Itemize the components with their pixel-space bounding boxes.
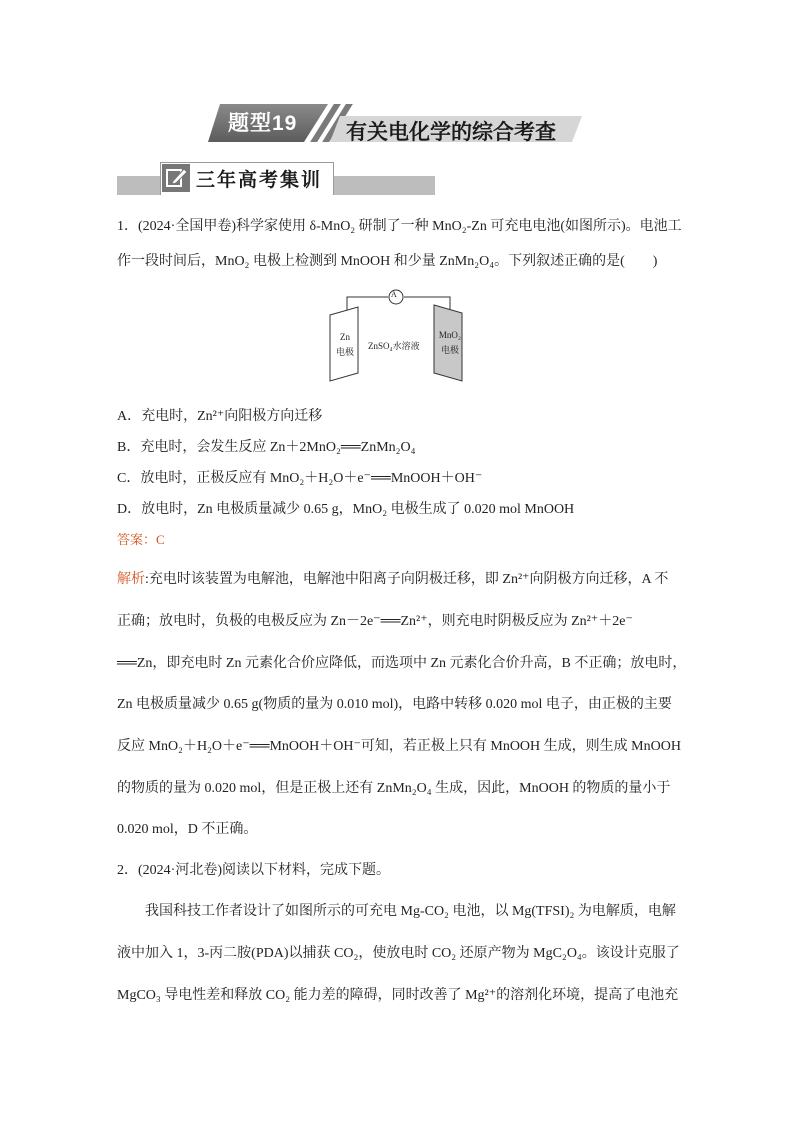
question-type-label: 题型19 — [228, 112, 298, 135]
analysis-label: 解析 — [117, 572, 145, 587]
q1-analysis-line-5: 反应 MnO₂＋H₂O＋e⁻══MnOOH＋OH⁻可知，若正极上只有 MnOOH 生成，则生成 MnOOH — [117, 739, 681, 754]
zn-electrode-label-2: 电极 — [335, 347, 354, 357]
q1-analysis-line-3: ══Zn，即充电时 Zn 元素化合价应降低，而选项中 Zn 元素化合价升高，B 不正确；放电时， — [117, 656, 687, 671]
q2-para-line-3: MgCO₃ 导电性差和释放 CO₂ 能力差的障碍，同时改善了 Mg²⁺的溶剂化环境，提高了电池充 — [117, 988, 679, 1003]
q1-option-c: C．放电时，正极反应有 MnO₂＋H₂O＋e⁻══MnOOH＋OH⁻ — [117, 471, 483, 486]
ammeter-label: A — [391, 290, 397, 299]
q1-option-a: A．充电时，Zn²⁺向阳极方向迁移 — [117, 409, 323, 424]
analysis-text: :充电时该装置为电解池，电解池中阳离子向阴极迁移，即 Zn²⁺向阴极方向迁移，A 不 — [145, 572, 669, 587]
q1-analysis-line-2: 正确；放电时，负极的电极反应为 Zn－2e⁻══Zn²⁺，则充电时阴极反应为 Zn²⁺＋2e⁻ — [117, 614, 633, 629]
q1-option-d: D．放电时，Zn 电极质量减少 0.65 g，MnO₂ 电极生成了 0.020 mol MnOOH — [117, 502, 575, 517]
q2-para-line-2: 液中加入 1，3-丙二胺(PDA)以捕获 CO₂，使放电时 CO₂ 还原产物为 MgC₂O₄。该设计克服了 — [117, 946, 680, 961]
section-title: 三年高考集训 — [196, 169, 323, 191]
q1-analysis-line-7: 0.020 mol，D 不正确。 — [117, 822, 258, 837]
zn-electrode — [330, 307, 358, 381]
edit-pencil-icon — [162, 164, 190, 192]
q1-option-b: B．充电时，会发生反应 Zn＋2MnO₂══ZnMn₂O₄ — [117, 440, 416, 455]
q1-analysis-line-6: 的物质的量为 0.020 mol，但是正极上还有 ZnMn₂O₄ 生成，因此，MnOOH 的物质的量小于 — [117, 781, 671, 796]
q2-para-line-1: 我国科技工作者设计了如图所示的可充电 Mg-CO₂ 电池，以 Mg(TFSI)₂ 为电解质，电解 — [145, 904, 676, 919]
q2-stem-line-1: 2．(2024·河北卷)阅读以下材料，完成下题。 — [117, 863, 390, 878]
q1-answer: 答案：C — [117, 532, 165, 547]
mno2-electrode-label-2: 电极 — [440, 345, 459, 355]
q1-stem-line-2: 作一段时间后，MnO₂ 电极上检测到 MnOOH 和少量 ZnMn₂O₄。下列叙述正确的是( ) — [117, 254, 658, 269]
mno2-electrode-label-1: MnO₂ — [438, 330, 462, 340]
page-title: 有关电化学的综合考查 — [346, 121, 556, 144]
q1-stem-line-1: 1．(2024·全国甲卷)科学家使用 δ-MnO₂ 研制了一种 MnO₂-Zn 可充电电池(如图所示)。电池工 — [117, 219, 682, 234]
q1-analysis-line-1 — [117, 568, 683, 588]
zn-electrode-label-1: Zn — [340, 332, 350, 342]
q1-analysis-line-4: Zn 电极质量减少 0.65 g(物质的量为 0.010 mol)，电路中转移 0.020 mol 电子，由正极的主要 — [117, 697, 672, 712]
electrolyte-label: ZnSO₄水溶液 — [368, 341, 420, 351]
